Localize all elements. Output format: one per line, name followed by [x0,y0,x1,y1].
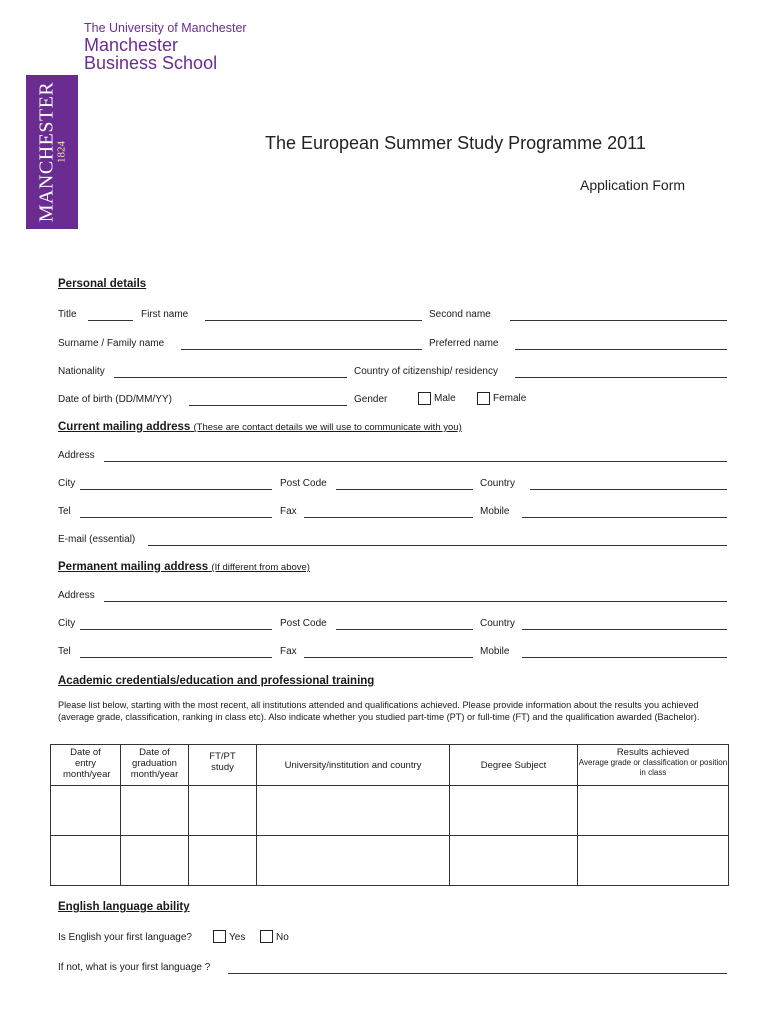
current-tel-label: Tel [58,506,71,517]
table-cell[interactable] [578,786,729,836]
current-address-title: Current mailing address [58,421,191,433]
permanent-city-label: City [58,618,76,629]
english-heading: English language ability [58,901,190,913]
school-name-line1: Manchester [84,35,179,55]
table-cell[interactable] [51,836,121,886]
col-results [578,745,729,786]
academic-table [50,744,729,886]
english-no-label: No [276,932,289,943]
english-yes-checkbox[interactable] [213,930,226,943]
female-label: Female [493,393,527,404]
col-university: University/institution and country [257,745,450,786]
table-cell[interactable] [450,836,578,886]
permanent-address-field[interactable] [104,601,727,602]
permanent-fax-label: Fax [280,646,297,657]
current-address-field[interactable] [104,461,727,462]
permanent-mobile-field[interactable] [522,657,727,658]
gender-label: Gender [354,394,388,405]
manchester-logo [26,75,78,229]
dob-label: Date of birth (DD/MM/YY) [58,394,172,405]
male-checkbox[interactable] [418,392,431,405]
english-no-checkbox[interactable] [260,930,273,943]
current-postcode-label: Post Code [280,478,327,489]
title-field[interactable] [88,320,133,321]
dob-field[interactable] [189,405,347,406]
first-name-field[interactable] [205,320,422,321]
table-cell[interactable] [121,786,189,836]
permanent-city-field[interactable] [80,629,272,630]
col-results-title: Results achieved [616,747,690,758]
page-subtitle: Application Form [580,177,686,193]
first-name-label: First name [141,309,189,320]
first-language-question: Is English your first language? [58,932,192,943]
current-address-label: Address [58,450,95,461]
academic-instructions: Please list below, starting with the most recent, all institutions attended and qualifications achieved. Please provide information about the results you achieved (average grade, classification, ranking in class etc). Also indicate whether you studied part-time (PT) or full-time (FT) and the qualification awarded (Bachelor). [58,700,700,722]
surname-label: Surname / Family name [58,338,165,349]
female-checkbox[interactable] [477,392,490,405]
permanent-address-heading [58,560,310,575]
table-cell[interactable] [450,786,578,836]
email-field[interactable] [148,545,727,546]
personal-details-heading: Personal details [58,278,147,290]
permanent-postcode-field[interactable] [336,629,473,630]
title-label: Title [58,309,77,320]
current-address-note: (These are contact details we will use to communicate with you) [193,422,462,433]
first-language-label: If not, what is your first language ? [58,962,211,973]
second-name-label: Second name [429,309,491,320]
english-yes-label: Yes [229,932,246,943]
academic-heading: Academic credentials/education and professional training [58,675,375,687]
table-cell[interactable] [257,836,450,886]
page-title: The European Summer Study Programme 2011 [265,133,646,153]
school-name [84,36,217,72]
preferred-name-label: Preferred name [429,338,499,349]
permanent-mobile-label: Mobile [480,646,510,657]
current-country-label: Country [480,478,516,489]
current-mobile-field[interactable] [522,517,727,518]
permanent-tel-label: Tel [58,646,71,657]
current-postcode-field[interactable] [336,489,473,490]
email-label: E-mail (essential) [58,534,136,545]
country-citizenship-field[interactable] [515,377,727,378]
surname-field[interactable] [181,349,422,350]
permanent-country-field[interactable] [522,629,727,630]
table-cell[interactable] [189,786,257,836]
nationality-field[interactable] [114,377,347,378]
col-graduation-date: Date of graduation month/year [121,745,189,786]
col-entry-date: Date of entry month/year [51,745,121,786]
permanent-address-label: Address [58,590,95,601]
current-address-heading [58,420,462,435]
nationality-label: Nationality [58,366,105,377]
current-city-field[interactable] [80,489,272,490]
preferred-name-field[interactable] [515,349,727,350]
logo-year: 1824 [55,141,68,164]
first-language-field[interactable] [228,973,727,974]
permanent-fax-field[interactable] [304,657,473,658]
current-fax-label: Fax [280,506,297,517]
permanent-postcode-label: Post Code [280,618,327,629]
col-results-subtitle: Average grade or classification or position in class [578,758,728,777]
current-fax-field[interactable] [304,517,473,518]
permanent-address-note: (If different from above) [211,562,310,573]
table-cell[interactable] [578,836,729,886]
col-study-mode: FT/PT study [189,745,257,786]
current-city-label: City [58,478,76,489]
table-cell[interactable] [189,836,257,886]
permanent-country-label: Country [480,618,516,629]
logo-manchester-text: MANCHESTER [35,81,58,223]
current-mobile-label: Mobile [480,506,510,517]
col-degree-subject: Degree Subject [450,745,578,786]
permanent-address-title: Permanent mailing address [58,561,209,573]
table-cell[interactable] [121,836,189,886]
academic-table-header [51,745,729,786]
second-name-field[interactable] [510,320,727,321]
table-cell[interactable] [257,786,450,836]
country-citizenship-label: Country of citizenship/ residency [354,366,498,377]
table-row [51,786,729,836]
school-name-line2: Business School [84,53,218,73]
table-cell[interactable] [51,786,121,836]
permanent-tel-field[interactable] [80,657,272,658]
male-label: Male [434,393,456,404]
table-row [51,836,729,886]
current-country-field[interactable] [530,489,727,490]
current-tel-field[interactable] [80,517,272,518]
university-name: The University of Manchester [84,21,247,35]
